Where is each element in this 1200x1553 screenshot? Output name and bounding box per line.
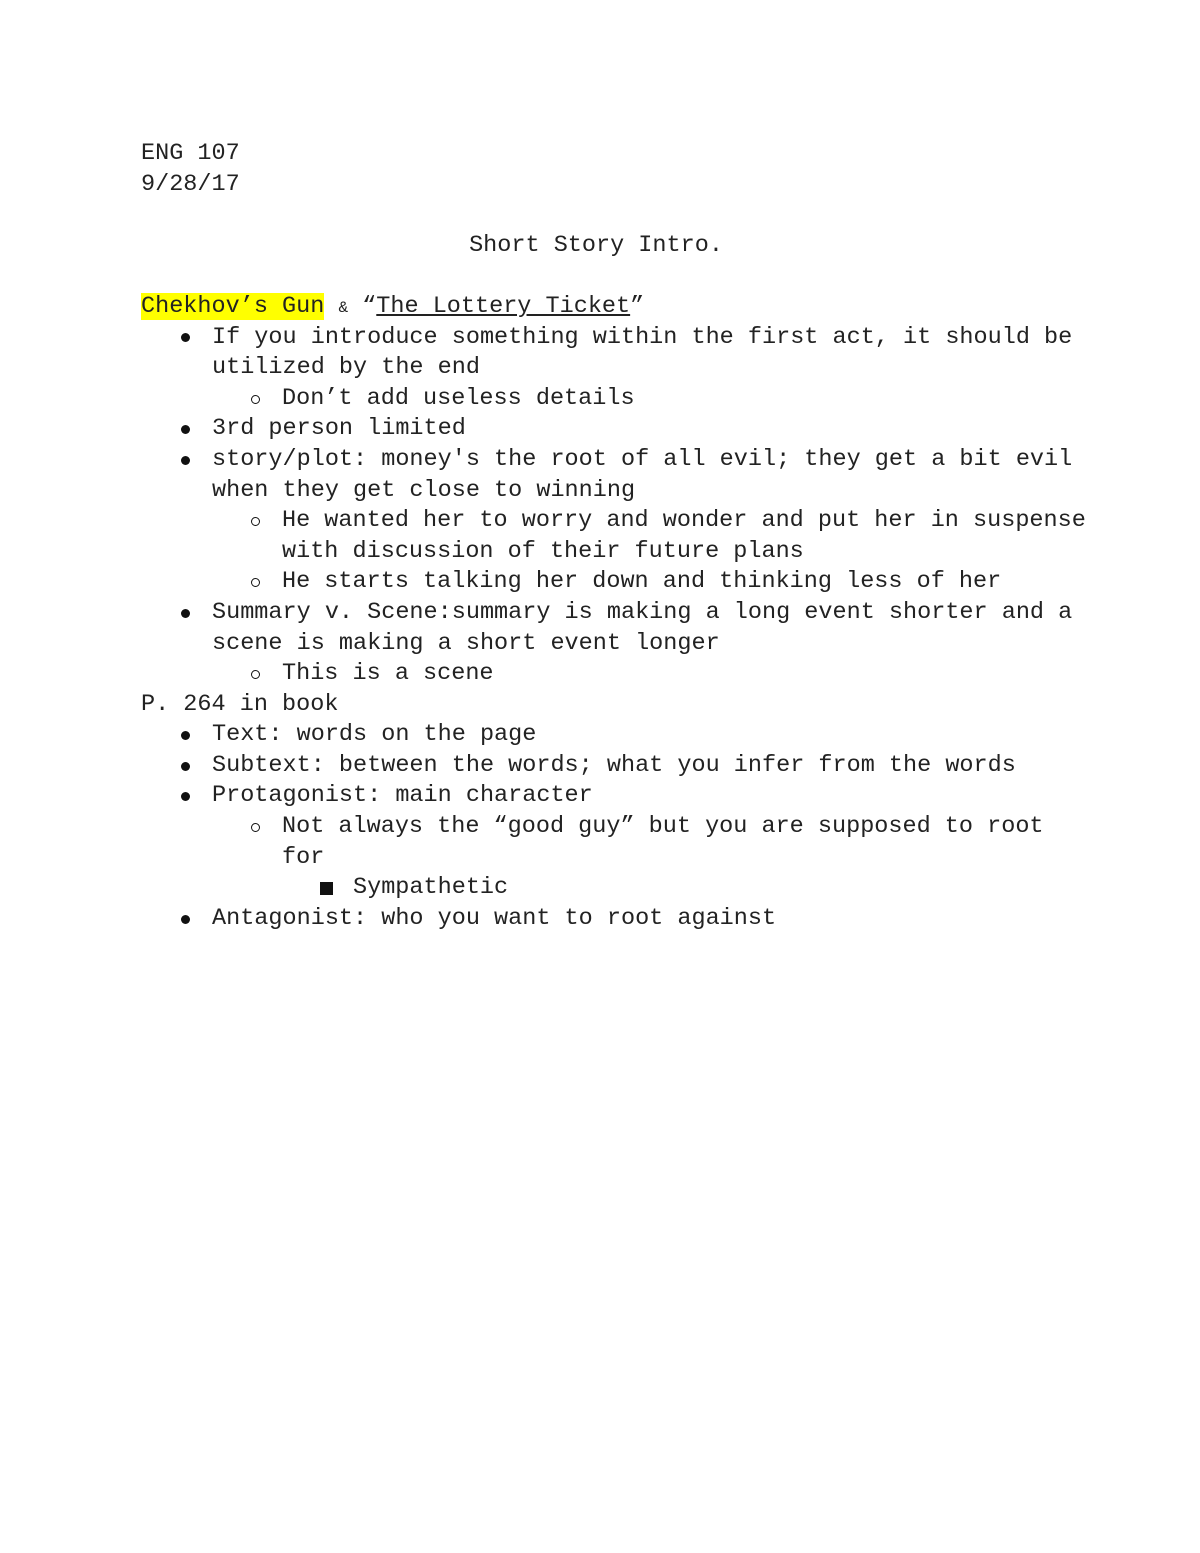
- list-item: 3rd person limited: [141, 414, 1091, 445]
- spacer: [141, 200, 1091, 231]
- list-item: If you introduce something within the first act, it should be utilized by the end: [141, 323, 1091, 384]
- quote-close: ”: [630, 292, 645, 320]
- list-item: story/plot: money's the root of all evil; they get a bit evil when they get close to winning: [141, 445, 1091, 506]
- document-page: [141, 139, 1091, 934]
- bullet-circle-icon: [245, 384, 265, 415]
- bullet-disc-icon: [175, 781, 195, 812]
- bullet-square-icon: [316, 873, 336, 904]
- list-item: He wanted her to worry and wonder and put her in suspense with discussion of their future plans: [141, 506, 1091, 567]
- list-item: Not always the “good guy” but you are supposed to root for: [141, 812, 1091, 873]
- list-item: Don’t add useless details: [141, 384, 1091, 415]
- bullet-disc-icon: [175, 720, 195, 751]
- list-item: Summary v. Scene:summary is making a long event shorter and a scene is making a short event longer: [141, 598, 1091, 659]
- list-item: He starts talking her down and thinking less of her: [141, 567, 1091, 598]
- bullet-circle-icon: [245, 659, 265, 690]
- ampersand: &: [338, 298, 349, 317]
- list-item: Subtext: between the words; what you infer from the words: [141, 751, 1091, 782]
- spacer: [141, 261, 1091, 292]
- quote-open: “: [362, 292, 377, 320]
- bullet-disc-icon: [175, 598, 195, 629]
- story-title: The Lottery Ticket: [376, 292, 631, 320]
- course-label: ENG 107: [141, 140, 240, 167]
- section-heading-chekhov: [141, 292, 1091, 323]
- page-title: Short Story Intro.: [469, 231, 723, 259]
- bullet-circle-icon: [245, 506, 265, 537]
- list-item: Antagonist: who you want to root against: [141, 904, 1091, 935]
- list-item: Text: words on the page: [141, 720, 1091, 751]
- bullet-disc-icon: [175, 414, 195, 445]
- bullet-disc-icon: [175, 445, 195, 476]
- bullet-circle-icon: [245, 812, 265, 843]
- list-item: Sympathetic: [141, 873, 1091, 904]
- bullet-circle-icon: [245, 567, 265, 598]
- date-label: 9/28/17: [141, 170, 240, 198]
- list-item: This is a scene: [141, 659, 1091, 690]
- list-item: Protagonist: main character: [141, 781, 1091, 812]
- highlighted-term: Chekhov’s Gun: [141, 292, 325, 320]
- section-heading-page-ref: P. 264 in book: [141, 690, 339, 718]
- bullet-disc-icon: [175, 323, 195, 354]
- bullet-disc-icon: [175, 751, 195, 782]
- bullet-disc-icon: [175, 904, 195, 935]
